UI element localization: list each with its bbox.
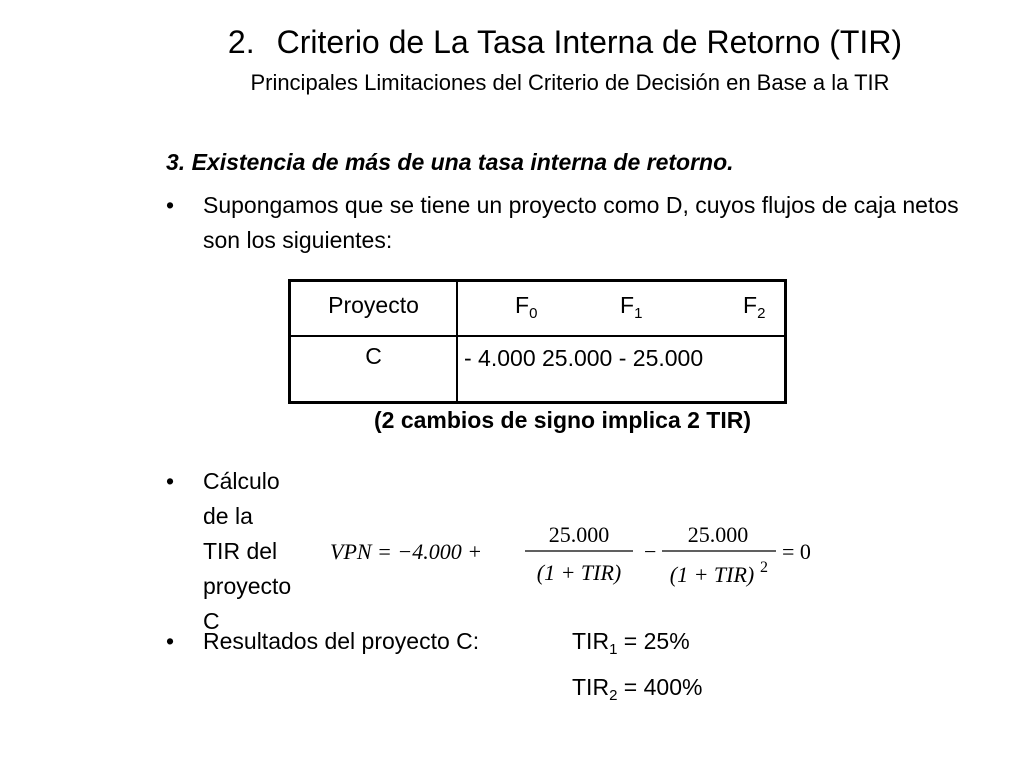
table-row (290, 336, 786, 403)
vpn-equation (320, 514, 840, 594)
equation-lhs: VPN = −4.000 + (330, 539, 483, 564)
cell-flows: - 4.000 25.000 - 25.000 (457, 336, 786, 403)
title-main: Criterio de La Tasa Interna de Retorno (TIR) (276, 24, 903, 60)
result-tir2: $TIR_2 = 400\%$ (572, 674, 703, 704)
header-flows (457, 281, 786, 337)
bullet-intro-text: Supongamos que se tiene un proyecto como D, cuyos flujos de caja netos son los siguientes: (203, 192, 959, 253)
slide-subtitle: Principales Limitaciones del Criterio de Decisión en Base a la TIR (250, 70, 890, 95)
header-f1: $F_1$ (620, 292, 643, 322)
header-proyecto: Proyecto (290, 281, 458, 337)
sign-change-note: (2 cambios de signo implica 2 TIR) (373, 407, 752, 433)
bullet-calculo-text: Cálculo de la TIR del proyecto C (203, 468, 292, 634)
equation-denominator-1: (1 + TIR) (536, 560, 622, 585)
equation-denominator-2: (1 + TIR) (669, 562, 755, 587)
equation-rhs: = 0 (782, 539, 811, 564)
equation-numerator-2: 25.000 (687, 522, 749, 547)
equation-numerator-1: 25.000 (548, 522, 610, 547)
equation-minus: − (644, 539, 657, 564)
section-heading: 3. Existencia de más de una tasa interna de retorno. (166, 149, 734, 175)
table-header-row (290, 281, 786, 337)
equation-exponent: 2 (760, 559, 768, 576)
slide-title (150, 22, 980, 62)
title-number: 2. (227, 24, 255, 60)
header-f2: $F_2$ (743, 292, 766, 322)
bullet-marker: • (166, 468, 175, 494)
result-tir1: $TIR_1 = 25\%$ (572, 628, 690, 658)
header-f0: $F_0$ (515, 292, 538, 322)
bullet-resultados-text: Resultados del proyecto C: (203, 628, 480, 654)
bullet-marker: • (166, 192, 175, 218)
bullet-marker: • (166, 628, 175, 654)
cell-proyecto-c: C (290, 336, 458, 403)
cash-flow-table (288, 279, 787, 404)
